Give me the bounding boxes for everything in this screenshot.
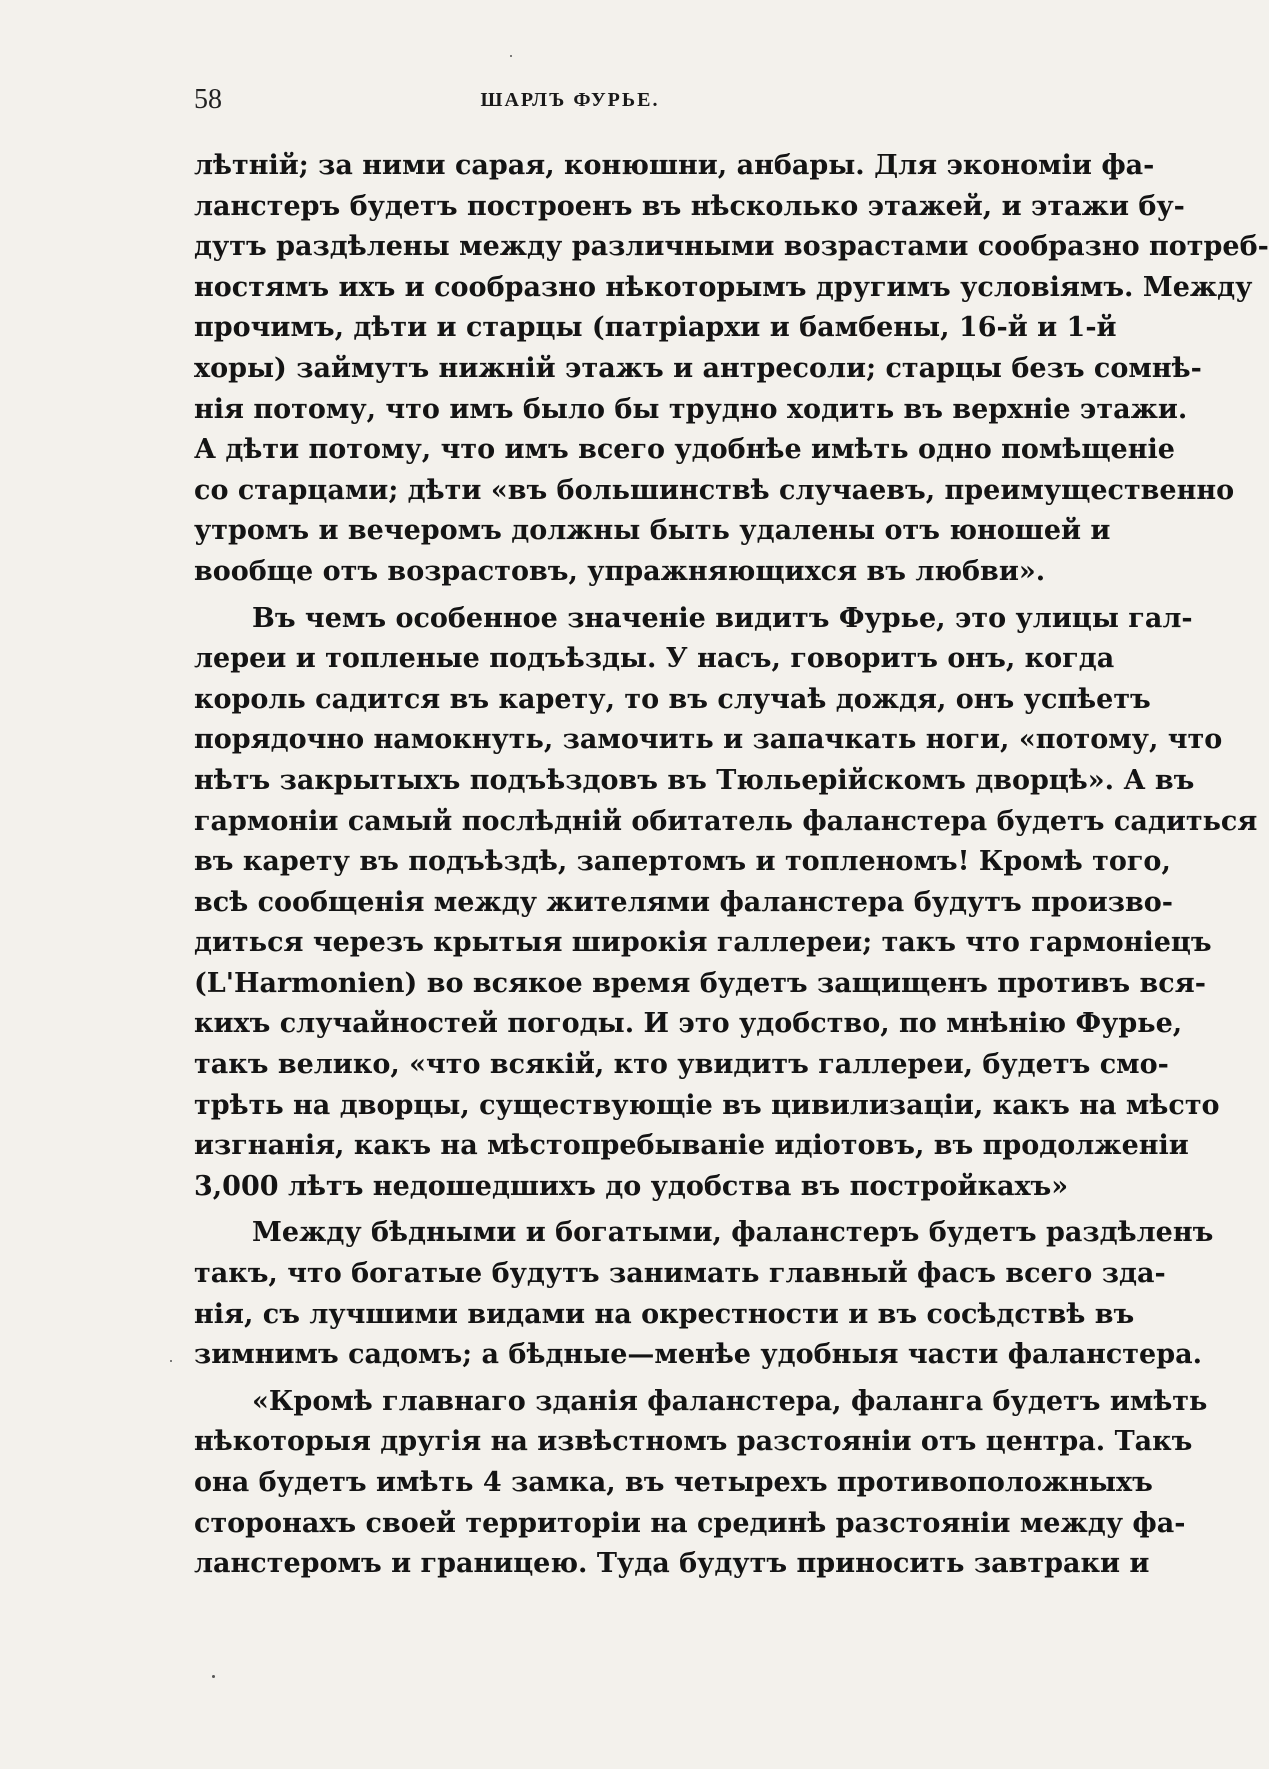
- ink-speck: [212, 1675, 215, 1678]
- text-line: нія потому, что имъ было бы трудно ходить въ верхніе этажи.: [194, 393, 1188, 425]
- text-line: 3,000 лѣтъ недошедшихъ до удобства въ постройкахъ»: [194, 1170, 1069, 1202]
- text-line: диться черезъ крытыя широкія галлереи; такъ что гармоніецъ: [194, 927, 1212, 959]
- text-line: трѣть на дворцы, существующіе въ цивилизаціи, какъ на мѣсто: [194, 1089, 1220, 1121]
- text-line: нія, съ лучшими видами на окрестности и въ сосѣдствѣ въ: [194, 1298, 1135, 1330]
- text-line: со старцами; дѣти «въ большинствѣ случаевъ, преимущественно: [194, 474, 1235, 506]
- text-line: изгнанія, какъ на мѣстопребываніе идіотовъ, въ продолженіи: [194, 1130, 1189, 1162]
- text-line: (L'Harmonien) во всякое время будетъ защищенъ противъ вся-: [194, 967, 1206, 999]
- text-line: кихъ случайностей погоды. И это удобство, по мнѣнію Фурье,: [194, 1008, 1183, 1040]
- text-line: утромъ и вечеромъ должны быть удалены отъ юношей и: [194, 515, 1111, 547]
- text-line: такъ, что богатые будутъ занимать главный фасъ всего зда-: [194, 1258, 1166, 1290]
- ink-speck: [510, 55, 512, 57]
- text-line: прочимъ, дѣти и старцы (патріархи и бамбены, 16-й и 1-й: [194, 312, 1117, 344]
- text-line: гармоніи самый послѣдній обитатель фаланстера будетъ садиться: [194, 805, 1258, 837]
- text-line: лѣтній; за ними сарая, конюшни, анбары. Для экономіи фа-: [194, 150, 1155, 181]
- paragraph-start-line: «Кромѣ главнаго зданія фаланстера, фаланга будетъ имѣть: [252, 1385, 1208, 1417]
- text-line: ланстеромъ и границею. Туда будутъ приносить завтраки и: [194, 1548, 1150, 1580]
- text-line: А дѣти потому, что имъ всего удобнѣе имѣть одно помѣщеніе: [194, 434, 1175, 466]
- text-line: она будетъ имѣть 4 замка, въ четырехъ противоположныхъ: [194, 1467, 1153, 1498]
- text-line: хоры) займутъ нижній этажъ и антресоли; старцы безъ сомнѣ-: [194, 352, 1202, 384]
- ink-speck: [170, 1360, 172, 1362]
- text-line: нѣкоторыя другія на извѣстномъ разстояніи отъ центра. Такъ: [194, 1426, 1193, 1458]
- text-line: король садится въ карету, то въ случаѣ дождя, онъ успѣетъ: [194, 683, 1151, 715]
- page-number: 58: [194, 84, 222, 115]
- text-line: лереи и топленые подъѣзды. У насъ, говоритъ онъ, когда: [194, 643, 1115, 675]
- text-line: нѣтъ закрытыхъ подъѣздовъ въ Тюльерійскомъ дворцѣ». А въ: [194, 764, 1195, 796]
- text-line: порядочно намокнуть, замочить и запачкать ноги, «потому, что: [194, 724, 1223, 756]
- text-line: ланстеръ будетъ построенъ въ нѣсколько этажей, и этажи бу-: [194, 190, 1185, 222]
- text-line: сторонахъ своей территоріи на срединѣ разстояніи между фа-: [194, 1507, 1186, 1539]
- text-line: всѣ сообщенія между жителями фаланстера будутъ произво-: [194, 886, 1174, 918]
- body-text: [194, 146, 1269, 1585]
- paragraph-start-line: Между бѣдными и богатыми, фаланстеръ будетъ раздѣленъ: [252, 1217, 1214, 1249]
- text-line: ностямъ ихъ и сообразно нѣкоторымъ другимъ условіямъ. Между: [194, 271, 1253, 303]
- paragraph-start-line: Въ чемъ особенное значеніе видитъ Фурье, это улицы гал-: [252, 602, 1193, 634]
- text-line: въ карету въ подъѣздѣ, запертомъ и топленомъ! Кромѣ того,: [194, 846, 1171, 878]
- text-line: дутъ раздѣлены между различными возрастами сообразно потреб-: [194, 231, 1269, 263]
- running-title: ШАРЛЪ ФУРЬЕ.: [480, 89, 660, 111]
- text-line: такъ велико, «что всякій, кто увидитъ галлереи, будетъ смо-: [194, 1049, 1169, 1081]
- text-line: зимнимъ садомъ; а бѣдные—менѣе удобныя части фаланстера.: [194, 1339, 1202, 1371]
- text-line: вообще отъ возрастовъ, упражняющихся въ любви».: [194, 555, 1046, 587]
